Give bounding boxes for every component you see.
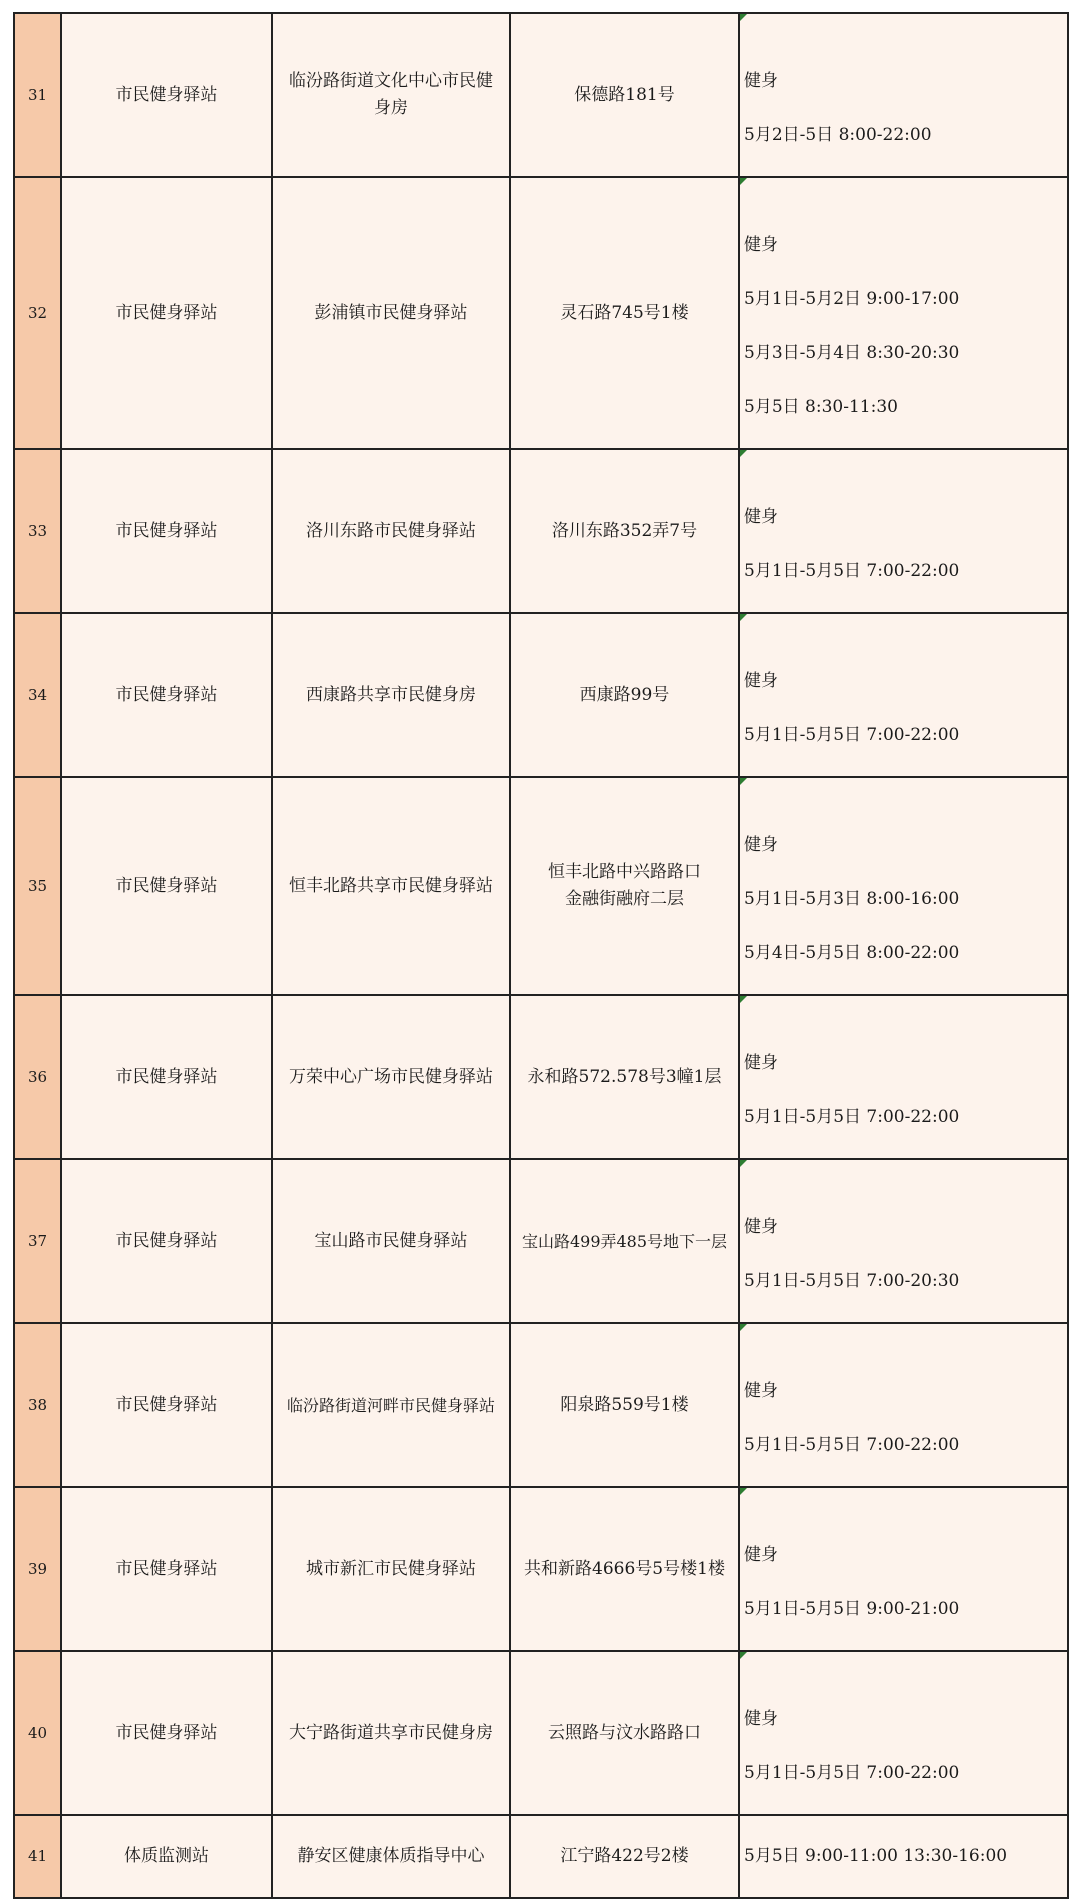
comment-marker-icon (740, 14, 747, 21)
table-row (14, 177, 1068, 449)
venue-address: 江宁路422号2楼 (510, 1815, 739, 1898)
opening-hours (739, 777, 1068, 995)
opening-hours (739, 1651, 1068, 1815)
opening-hours (739, 177, 1068, 449)
table-row (14, 777, 1068, 995)
venue-address: 共和新路4666号5号楼1楼 (510, 1487, 739, 1651)
comment-marker-icon (740, 450, 747, 457)
opening-hours (739, 1815, 1068, 1898)
venue-name: 临汾路街道河畔市民健身驿站 (272, 1323, 510, 1487)
comment-marker-icon (740, 1488, 747, 1495)
hours-line: 健身 (744, 71, 778, 91)
venue-type: 市民健身驿站 (61, 1159, 272, 1323)
venue-type: 市民健身驿站 (61, 777, 272, 995)
venue-type: 市民健身驿站 (61, 1323, 272, 1487)
hours-line: 5月3日-5月4日 8:30-20:30 (744, 343, 960, 363)
row-number: 33 (14, 449, 61, 613)
row-number: 34 (14, 613, 61, 777)
row-number: 41 (14, 1815, 61, 1898)
venue-name: 大宁路街道共享市民健身房 (272, 1651, 510, 1815)
table-row (14, 449, 1068, 613)
venue-address: 永和路572.578号3幢1层 (510, 995, 739, 1159)
hours-line: 健身 (744, 1217, 778, 1237)
opening-hours (739, 1323, 1068, 1487)
venue-address: 宝山路499弄485号地下一层 (510, 1159, 739, 1323)
venue-name: 临汾路街道文化中心市民健 身房 (272, 13, 510, 177)
venue-name: 彭浦镇市民健身驿站 (272, 177, 510, 449)
hours-line: 5月1日-5月5日 7:00-20:30 (744, 1271, 960, 1291)
hours-line: 5月5日 8:30-11:30 (744, 397, 898, 417)
row-number: 31 (14, 13, 61, 177)
table-row (14, 613, 1068, 777)
venue-type: 市民健身驿站 (61, 449, 272, 613)
comment-marker-icon (740, 778, 747, 785)
hours-line: 健身 (744, 235, 778, 255)
venue-name: 城市新汇市民健身驿站 (272, 1487, 510, 1651)
row-number: 32 (14, 177, 61, 449)
venue-type: 市民健身驿站 (61, 613, 272, 777)
table-row (14, 1651, 1068, 1815)
comment-marker-icon (740, 1324, 747, 1331)
hours-line: 健身 (744, 671, 778, 691)
hours-line: 5月1日-5月3日 8:00-16:00 (744, 889, 960, 909)
comment-marker-icon (740, 178, 747, 185)
venue-address: 恒丰北路中兴路路口 金融街融府二层 (510, 777, 739, 995)
opening-hours (739, 449, 1068, 613)
table-row (14, 995, 1068, 1159)
row-number: 38 (14, 1323, 61, 1487)
hours-line: 健身 (744, 507, 778, 527)
table-row (14, 1159, 1068, 1323)
hours-line: 5月4日-5月5日 8:00-22:00 (744, 943, 960, 963)
venue-address: 洛川东路352弄7号 (510, 449, 739, 613)
venue-address: 西康路99号 (510, 613, 739, 777)
venue-name: 恒丰北路共享市民健身驿站 (272, 777, 510, 995)
venue-address: 保德路181号 (510, 13, 739, 177)
hours-line: 5月1日-5月5日 7:00-22:00 (744, 1107, 960, 1127)
table-row (14, 13, 1068, 177)
table-row (14, 1323, 1068, 1487)
hours-line: 5月2日-5日 8:00-22:00 (744, 125, 932, 145)
hours-line: 健身 (744, 835, 778, 855)
opening-hours (739, 1487, 1068, 1651)
hours-line: 健身 (744, 1381, 778, 1401)
venue-type: 市民健身驿站 (61, 13, 272, 177)
venue-address: 阳泉路559号1楼 (510, 1323, 739, 1487)
venue-type: 市民健身驿站 (61, 177, 272, 449)
venue-type: 市民健身驿站 (61, 995, 272, 1159)
hours-line: 5月1日-5月5日 7:00-22:00 (744, 1763, 960, 1783)
venue-address: 灵石路745号1楼 (510, 177, 739, 449)
hours-line: 5月1日-5月5日 7:00-22:00 (744, 1435, 960, 1455)
row-number: 36 (14, 995, 61, 1159)
venue-type: 市民健身驿站 (61, 1651, 272, 1815)
venue-name: 宝山路市民健身驿站 (272, 1159, 510, 1323)
hours-line: 5月1日-5月5日 7:00-22:00 (744, 725, 960, 745)
venue-name: 万荣中心广场市民健身驿站 (272, 995, 510, 1159)
comment-marker-icon (740, 614, 747, 621)
hours-line: 健身 (744, 1709, 778, 1729)
comment-marker-icon (740, 1160, 747, 1167)
row-number: 35 (14, 777, 61, 995)
hours-line: 5月1日-5月5日 7:00-22:00 (744, 561, 960, 581)
venue-name: 西康路共享市民健身房 (272, 613, 510, 777)
opening-hours (739, 995, 1068, 1159)
row-number: 37 (14, 1159, 61, 1323)
hours-line: 5月1日-5月5日 9:00-21:00 (744, 1599, 960, 1619)
opening-hours (739, 613, 1068, 777)
hours-line: 5月1日-5月2日 9:00-17:00 (744, 289, 960, 309)
opening-hours (739, 13, 1068, 177)
row-number: 40 (14, 1651, 61, 1815)
hours-line: 5月5日 9:00-11:00 13:30-16:00 (744, 1846, 1008, 1866)
row-number: 39 (14, 1487, 61, 1651)
venue-name: 静安区健康体质指导中心 (272, 1815, 510, 1898)
venue-schedule-table (13, 12, 1069, 1899)
venue-address: 云照路与汶水路路口 (510, 1651, 739, 1815)
table-row (14, 1815, 1068, 1898)
table-row (14, 1487, 1068, 1651)
venue-type: 市民健身驿站 (61, 1487, 272, 1651)
comment-marker-icon (740, 996, 747, 1003)
venue-type: 体质监测站 (61, 1815, 272, 1898)
comment-marker-icon (740, 1652, 747, 1659)
hours-line: 健身 (744, 1545, 778, 1565)
venue-name: 洛川东路市民健身驿站 (272, 449, 510, 613)
hours-line: 健身 (744, 1053, 778, 1073)
opening-hours (739, 1159, 1068, 1323)
